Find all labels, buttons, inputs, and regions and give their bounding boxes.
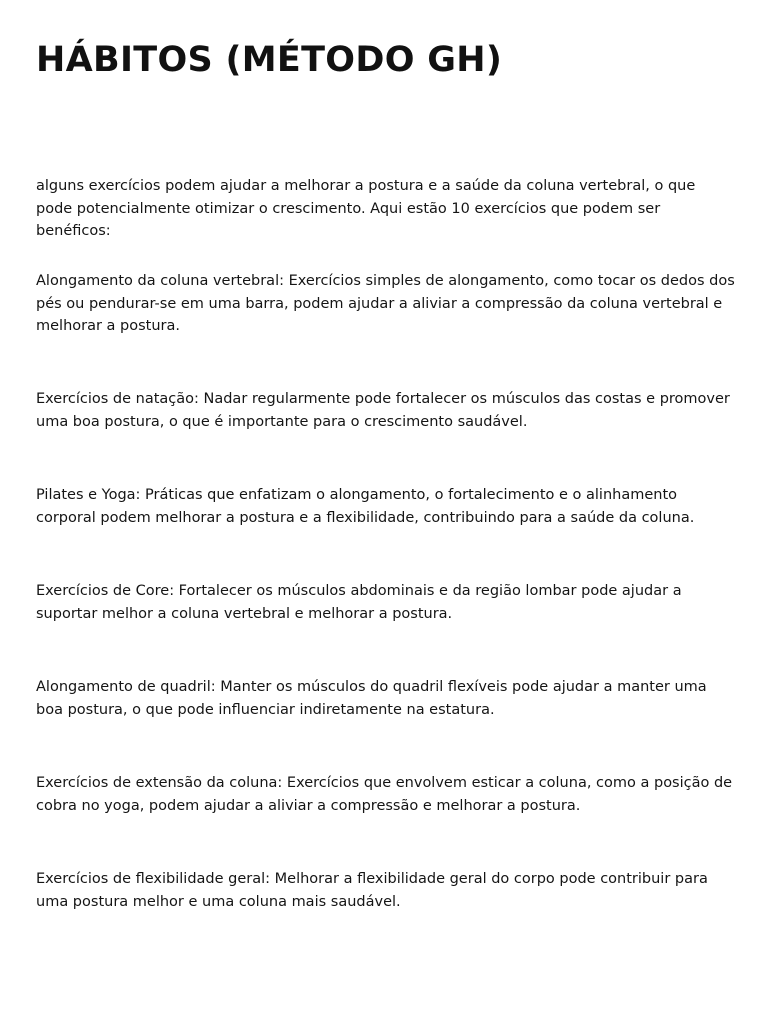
paragraph-core: Exercícios de Core: Fortalecer os músculos abdominais e da região lombar pode ajudar a suportar melhor a coluna vertebral e melhorar a postura. xyxy=(36,583,682,622)
intro-paragraph: alguns exercícios podem ajudar a melhorar a postura e a saúde da coluna vertebral, o que pode potencialmente otimizar o crescimento. Aqui estão 10 exercícios que podem ser benéficos: xyxy=(36,178,696,239)
paragraph-swimming: Exercícios de natação: Nadar regularmente pode fortalecer os músculos das costas e promover uma boa postura, o que é importante para o crescimento saudável. xyxy=(36,391,730,430)
paragraph-spine-stretch: Alongamento da coluna vertebral: Exercícios simples de alongamento, como tocar os dedos dos pés ou pendurar-se em uma barra, podem ajudar a aliviar a compressão da coluna vertebral e melhorar a postura. xyxy=(36,273,735,334)
paragraph-hip-stretch: Alongamento de quadril: Manter os músculos do quadril flexíveis pode ajudar a manter uma boa postura, o que pode influenciar indiretamente na estatura. xyxy=(36,679,707,718)
page-title: HÁBITOS (MÉTODO GH) xyxy=(36,40,503,80)
paragraph-spine-extension: Exercícios de extensão da coluna: Exercícios que envolvem esticar a coluna, como a posição de cobra no yoga, podem ajudar a aliviar a compressão e melhorar a postura. xyxy=(36,775,733,814)
paragraph-pilates-yoga: Pilates e Yoga: Práticas que enfatizam o alongamento, o fortalecimento e o alinhamento corporal podem melhorar a postura e a flexibilidade, contribuindo para a saúde da coluna. xyxy=(36,487,695,526)
paragraph-general-flexibility: Exercícios de flexibilidade geral: Melhorar a flexibilidade geral do corpo pode contribuir para uma postura melhor e uma coluna mais saudável. xyxy=(36,871,708,910)
